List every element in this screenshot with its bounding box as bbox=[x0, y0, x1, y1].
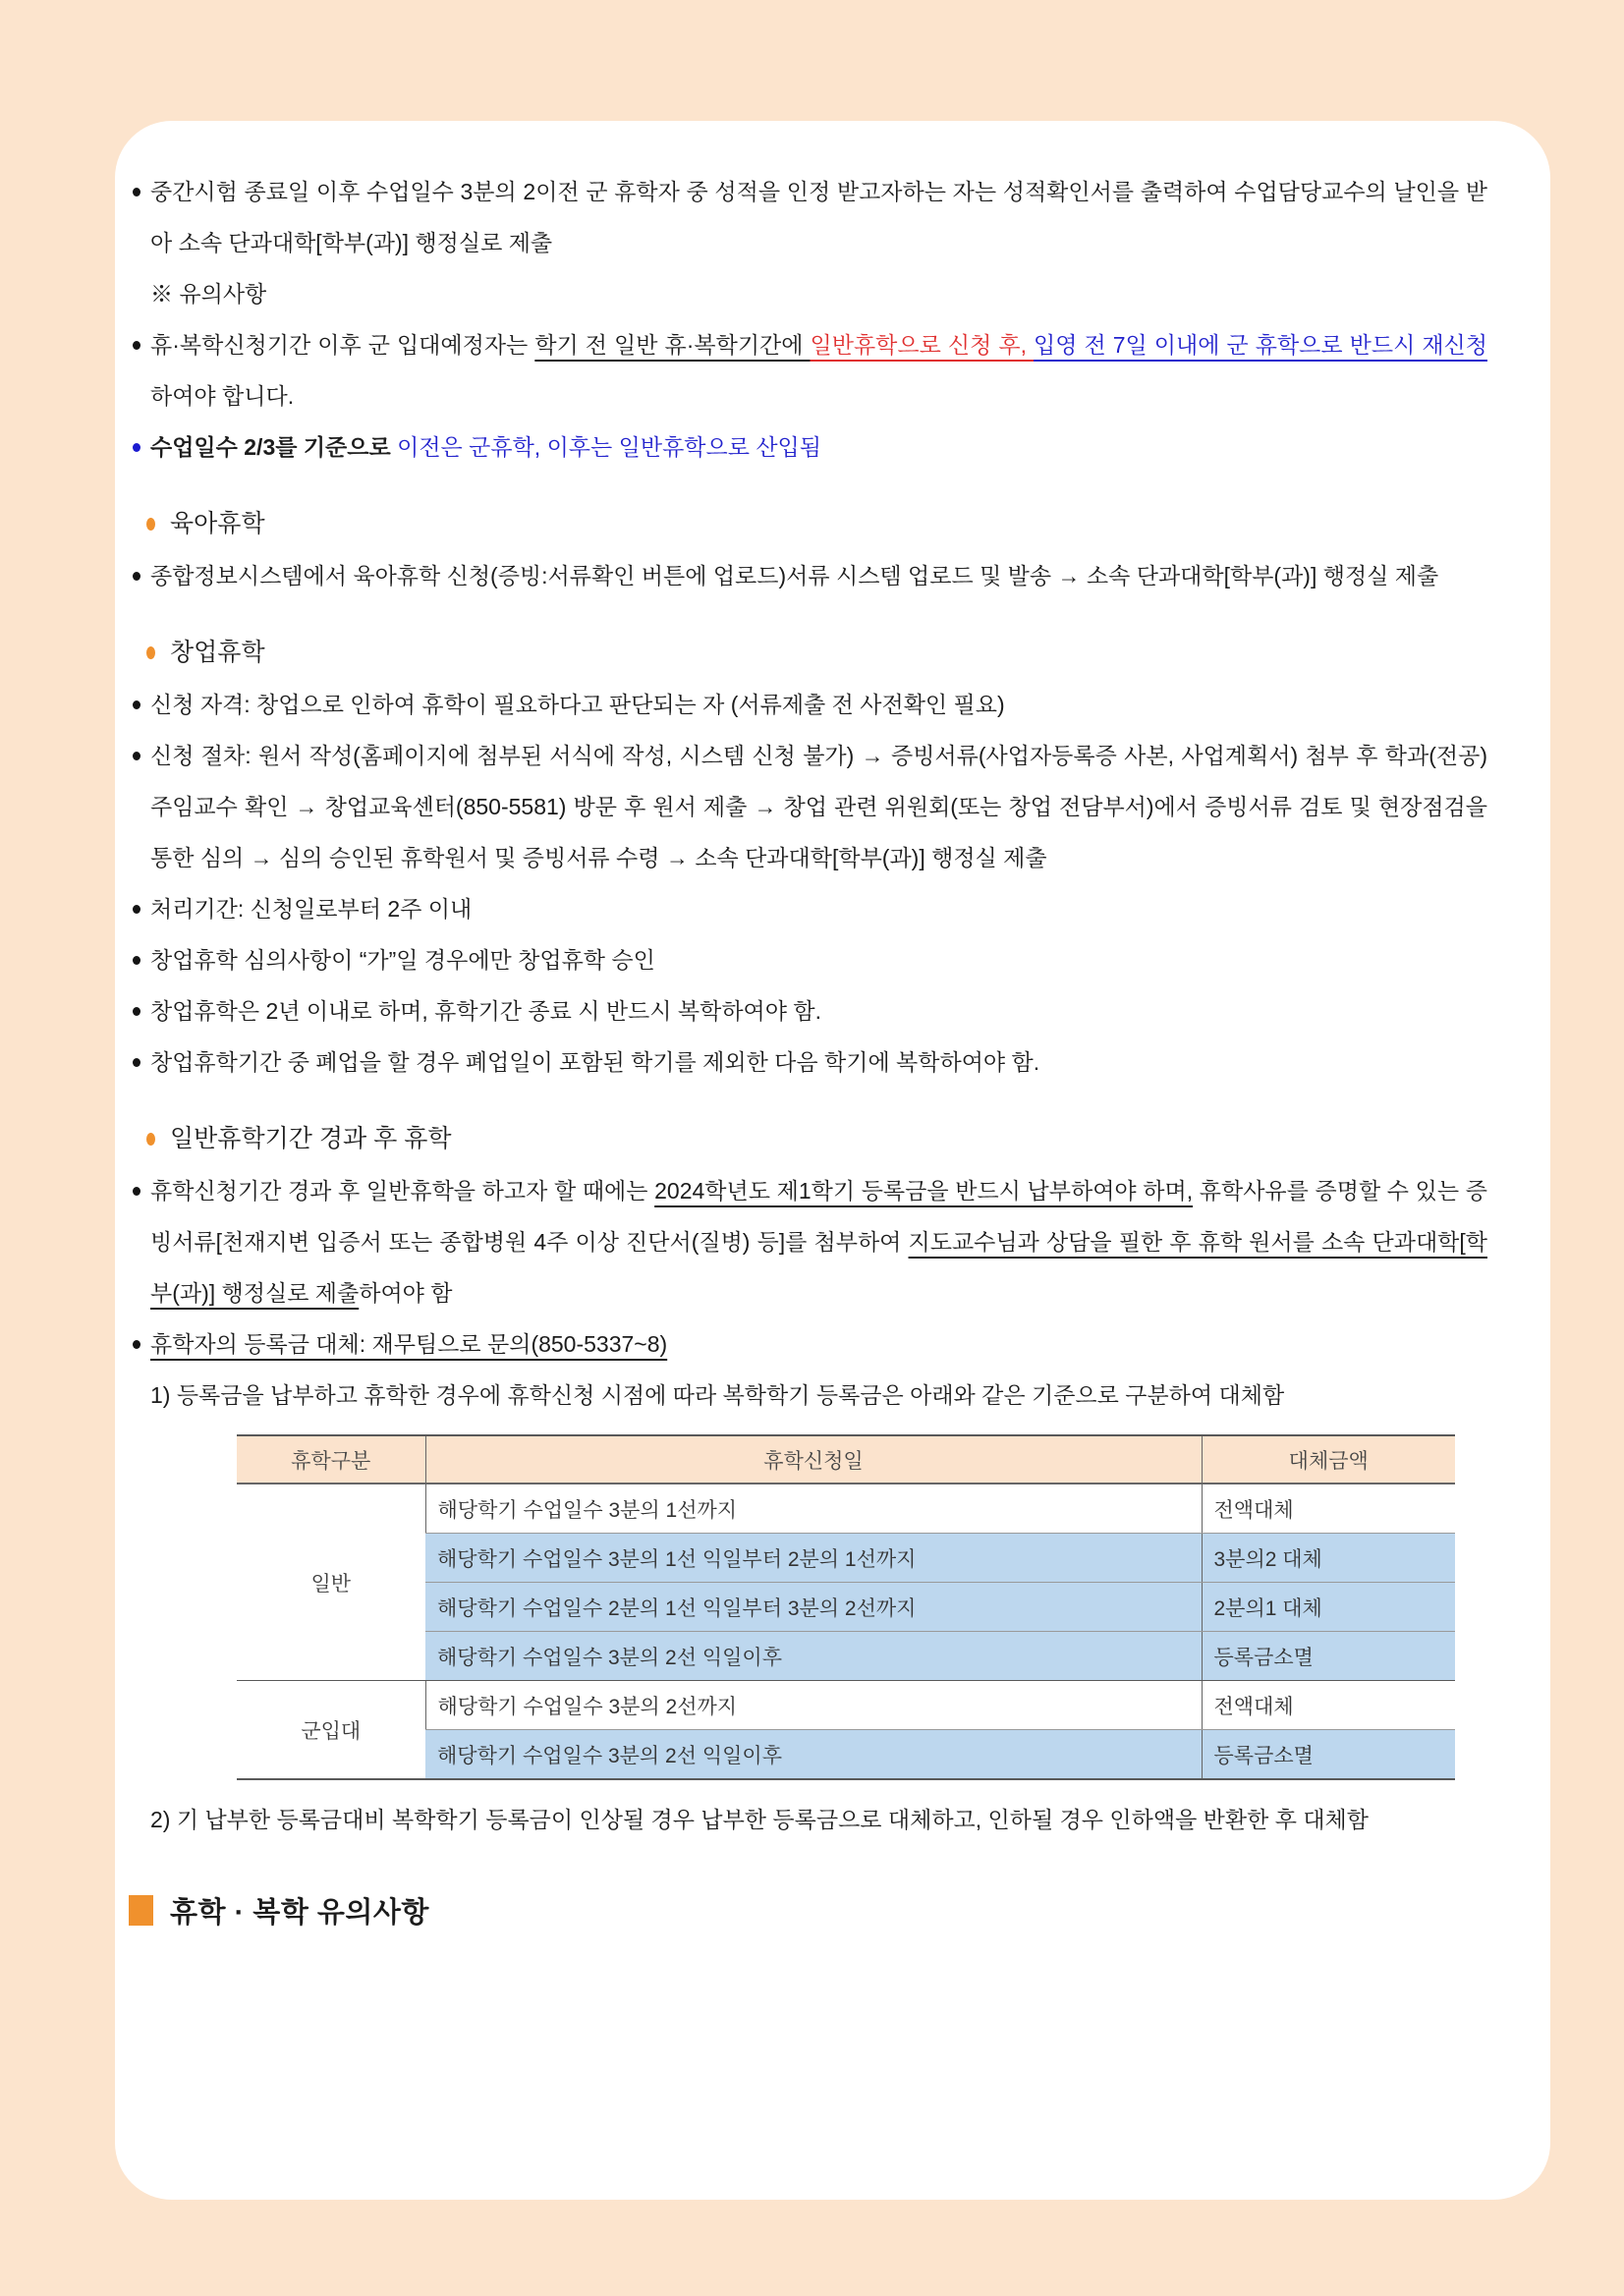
text-segment: 처리기간: 신청일로부터 2주 이내 bbox=[150, 896, 473, 922]
table-group-cell: 군입대 bbox=[237, 1681, 425, 1780]
bullet-dot-icon bbox=[133, 188, 140, 196]
table-header-cell: 대체금액 bbox=[1202, 1435, 1455, 1484]
bullet-item bbox=[135, 1318, 1487, 1370]
section-heading bbox=[135, 497, 1487, 550]
table-row bbox=[237, 1681, 1455, 1730]
table-header-row bbox=[237, 1435, 1455, 1484]
document-content bbox=[135, 166, 1487, 1845]
table-apply-date-cell: 해당학기 수업일수 3분의 1선까지 bbox=[425, 1484, 1202, 1534]
text-segment: 신청 절차: 원서 작성(홈페이지에 첨부된 서식에 작성, 시스템 신청 불가) → 증빙서류(사업자등록증 사본, 사업계획서) 첨부 후 학과(전공)주임교수 확인 → 창업교육센터(850-5581) 방문 후 원서 제출 → 창업 관련 위원회(또는 창업 전담부서)에서 증빙서류 검토 및 현장점검을 통한 심의 → 심의 승인된 휴학원서 및 증빙서류 수령 → 소속 단과대학[학부(과)] 행정실 제출 bbox=[150, 743, 1487, 870]
bullet-dot-icon bbox=[133, 700, 140, 709]
text-segment: 일반휴학으로 신청 후, bbox=[810, 332, 1034, 358]
table-amount-cell: 등록금소멸 bbox=[1202, 1730, 1455, 1780]
bullet-item bbox=[135, 1036, 1487, 1088]
table-apply-date-cell: 해당학기 수업일수 3분의 2선까지 bbox=[425, 1681, 1202, 1730]
bullet-item bbox=[135, 934, 1487, 985]
orange-dot-icon bbox=[146, 518, 155, 531]
text-segment: 이전은 군휴학, 이후는 일반휴학으로 산입됨 bbox=[397, 434, 821, 460]
text-segment: 2024학년도 제1학기 등록금을 반드시 납부하여야 하며, bbox=[654, 1178, 1194, 1204]
table-apply-date-cell: 해당학기 수업일수 3분의 2선 익일이후 bbox=[425, 1730, 1202, 1780]
text-segment: 2) 기 납부한 등록금대비 복학학기 등록금이 인상될 경우 납부한 등록금으로 대체하고, 인하될 경우 인하액을 반환한 후 대체함 bbox=[150, 1807, 1369, 1832]
text-segment: 일반휴학기간 경과 후 휴학 bbox=[170, 1125, 452, 1152]
table-amount-cell: 전액대체 bbox=[1202, 1681, 1455, 1730]
section-heading bbox=[135, 626, 1487, 679]
bullet-dot-icon bbox=[133, 572, 140, 581]
text-segment: 창업휴학기간 중 폐업을 할 경우 폐업일이 포함된 학기를 제외한 다음 학기에 복학하여야 함. bbox=[150, 1049, 1040, 1075]
text-segment: 휴학자의 등록금 대체: 재무팀으로 문의(850-5337~8) bbox=[150, 1331, 668, 1357]
text-segment: 창업휴학은 2년 이내로 하며, 휴학기간 종료 시 반드시 복학하여야 함. bbox=[150, 998, 821, 1024]
text-segment: 신청 자격: 창업으로 인하여 휴학이 필요하다고 판단되는 자 (서류제출 전 사전확인 필요) bbox=[150, 692, 1005, 717]
bullet-item bbox=[135, 319, 1487, 421]
bullet-dot-icon bbox=[133, 341, 140, 350]
bullet-dot-icon bbox=[133, 1058, 140, 1067]
table-amount-cell: 등록금소멸 bbox=[1202, 1632, 1455, 1681]
bullet-item bbox=[135, 730, 1487, 883]
text-segment: 창업휴학 bbox=[170, 639, 265, 666]
tuition-replacement-table bbox=[237, 1434, 1455, 1780]
text-segment: 1) 등록금을 납부하고 휴학한 경우에 휴학신청 시점에 따라 복학학기 등록금은 아래와 같은 기준으로 구분하여 대체함 bbox=[150, 1382, 1285, 1408]
table-amount-cell: 3분의2 대체 bbox=[1202, 1534, 1455, 1583]
text-segment: 지도교수님과 상담을 필한 후 휴학 원서를 소속 단과대학[학부(과)] 행정실로 제출 bbox=[150, 1229, 1487, 1306]
table-header-cell: 휴학신청일 bbox=[425, 1435, 1202, 1484]
text-segment: 종합정보시스템에서 육아휴학 신청(증빙:서류확인 버튼에 업로드)서류 시스템 업로드 및 발송 → 소속 단과대학[학부(과)] 행정실 제출 bbox=[150, 563, 1439, 588]
text-segment: 중간시험 종료일 이후 수업일수 3분의 2이전 군 휴학자 중 성적을 인정 받고자하는 자는 성적확인서를 출력하여 수업담당교수의 날인을 받아 소속 단과대학[학부(과)] 행정실로 제출 bbox=[150, 179, 1487, 255]
numbered-item bbox=[135, 1794, 1487, 1845]
bullet-dot-icon bbox=[133, 752, 140, 760]
text-segment: 입영 전 7일 이내에 군 휴학으로 반드시 재신청 bbox=[1034, 332, 1487, 358]
text-segment: 창업휴학 심의사항이 “가”일 경우에만 창업휴학 승인 bbox=[150, 947, 655, 973]
text-segment: 휴·복학신청기간 이후 군 입대예정자는 bbox=[150, 332, 535, 358]
table-header-cell: 휴학구분 bbox=[237, 1435, 425, 1484]
table-amount-cell: 2분의1 대체 bbox=[1202, 1583, 1455, 1632]
text-segment: 수업일수 2/3를 기준으로 bbox=[150, 434, 398, 460]
bullet-dot-icon bbox=[133, 1007, 140, 1016]
table-group-cell: 일반 bbox=[237, 1484, 425, 1681]
numbered-item bbox=[135, 1370, 1487, 1421]
text-segment: 하여야 합니다. bbox=[150, 383, 295, 409]
bullet-item bbox=[135, 166, 1487, 268]
orange-square-icon bbox=[129, 1895, 153, 1926]
bullet-dot-icon bbox=[133, 1187, 140, 1196]
text-segment: ※ 유의사항 bbox=[150, 281, 267, 307]
table-apply-date-cell: 해당학기 수업일수 2분의 1선 익일부터 3분의 2선까지 bbox=[425, 1583, 1202, 1632]
table-row bbox=[237, 1484, 1455, 1534]
text-segment: 학기 전 일반 휴·복학기간에 bbox=[534, 332, 811, 358]
table-apply-date-cell: 해당학기 수업일수 3분의 1선 익일부터 2분의 1선까지 bbox=[425, 1534, 1202, 1583]
bullet-dot-icon bbox=[133, 443, 140, 452]
bullet-item bbox=[135, 679, 1487, 730]
document-card bbox=[115, 121, 1550, 2200]
text-segment: 휴학신청기간 경과 후 일반휴학을 하고자 할 때에는 bbox=[150, 1178, 655, 1204]
bullet-item bbox=[135, 985, 1487, 1036]
bottom-section-heading bbox=[129, 1890, 1487, 1931]
table-apply-date-cell: 해당학기 수업일수 3분의 2선 익일이후 bbox=[425, 1632, 1202, 1681]
bullet-item bbox=[135, 883, 1487, 934]
orange-dot-icon bbox=[146, 646, 155, 659]
orange-dot-icon bbox=[146, 1133, 155, 1146]
note-line bbox=[135, 268, 1487, 319]
text-segment: 육아휴학 bbox=[170, 510, 265, 537]
text-segment: 휴학사유를 증명할 수 있는 증빙서류[천재지변 입증서 또는 종합병원 4주 이상 진단서(질병) 등]를 첨부하여 bbox=[150, 1178, 1487, 1255]
bullet-item bbox=[135, 1165, 1487, 1318]
bullet-dot-icon bbox=[133, 1340, 140, 1349]
bottom-section-heading-label: 휴학 · 복학 유의사항 bbox=[170, 1897, 429, 1929]
section-heading bbox=[135, 1112, 1487, 1165]
bullet-dot-icon bbox=[133, 905, 140, 914]
bullet-item bbox=[135, 550, 1487, 601]
bullet-item bbox=[135, 421, 1487, 473]
text-segment: 하여야 함 bbox=[359, 1280, 453, 1306]
bullet-dot-icon bbox=[133, 956, 140, 965]
table-amount-cell: 전액대체 bbox=[1202, 1484, 1455, 1534]
